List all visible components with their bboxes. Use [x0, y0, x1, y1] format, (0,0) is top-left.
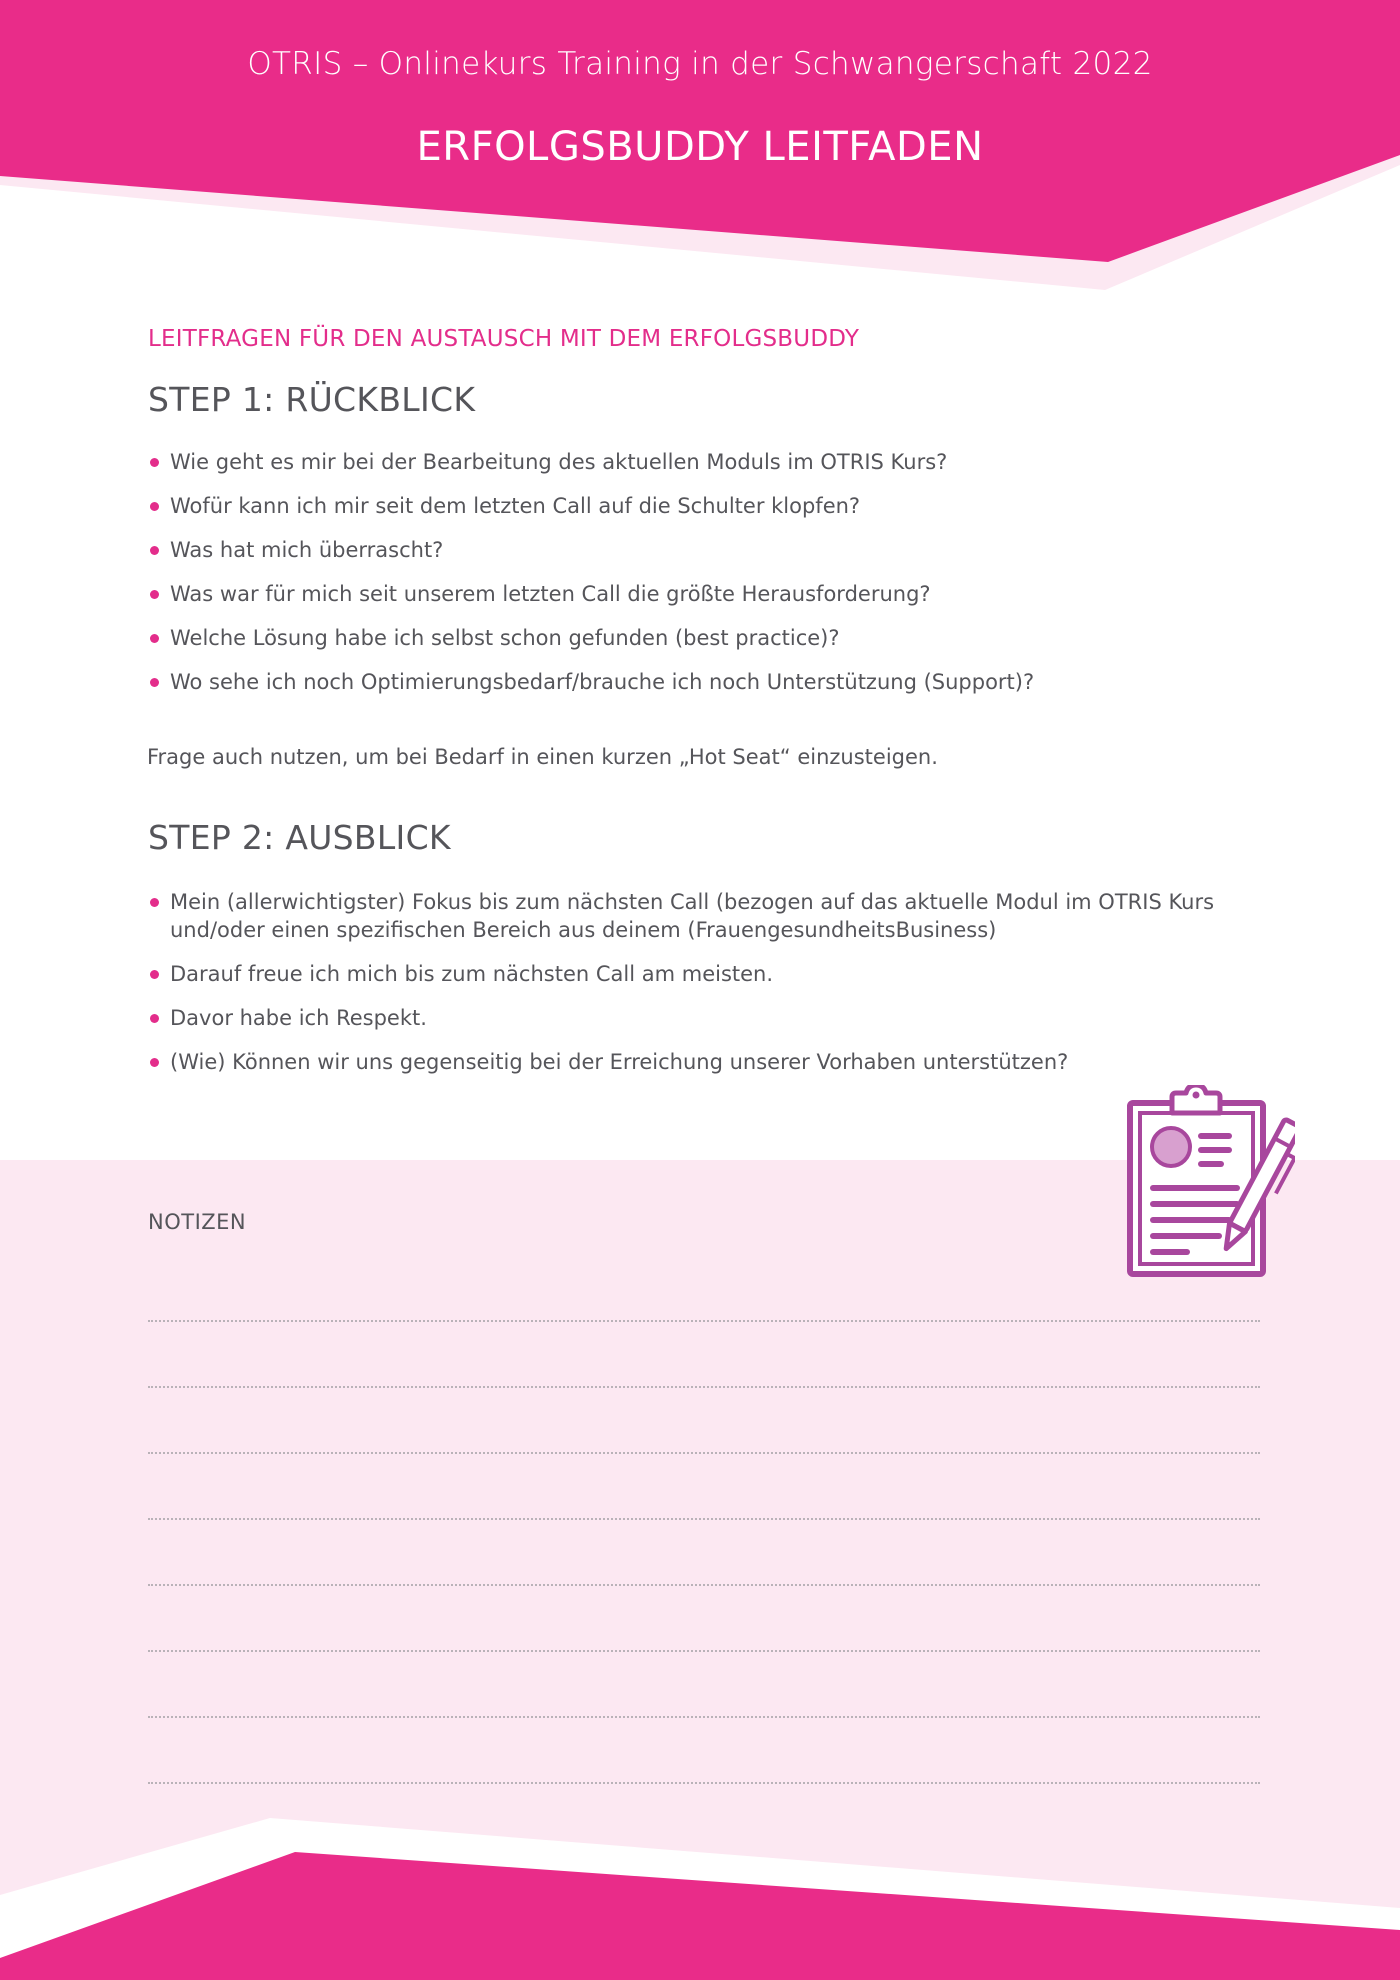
note-line — [148, 1650, 1260, 1652]
step2-question-list — [148, 888, 1278, 1092]
notes-label: NOTIZEN — [148, 1210, 247, 1234]
clipboard-document-pen-icon — [1120, 1085, 1295, 1280]
note-line — [148, 1782, 1260, 1784]
step1-question-list — [148, 448, 1278, 712]
footer-band — [0, 1800, 1400, 1980]
list-item: Wie geht es mir bei der Bearbeitung des aktuellen Moduls im OTRIS Kurs? — [148, 448, 1278, 476]
note-line — [148, 1320, 1260, 1322]
list-item: Was war für mich seit unserem letzten Call die größte Herausforderung? — [148, 580, 1278, 608]
step1-note: Frage auch nutzen, um bei Bedarf in einen kurzen „Hot Seat“ einzusteigen. — [147, 745, 938, 769]
list-item: Wofür kann ich mir seit dem letzten Call auf die Schulter klopfen? — [148, 492, 1278, 520]
document-title: ERFOLGSBUDDY LEITFADEN — [416, 124, 984, 170]
note-line — [148, 1584, 1260, 1586]
list-item: Darauf freue ich mich bis zum nächsten Call am meisten. — [148, 960, 1278, 988]
note-line — [148, 1386, 1260, 1388]
note-line — [148, 1716, 1260, 1718]
list-item: Welche Lösung habe ich selbst schon gefunden (best practice)? — [148, 624, 1278, 652]
list-item: (Wie) Können wir uns gegenseitig bei der Erreichung unserer Vorhaben unterstützen? — [148, 1048, 1278, 1076]
list-item: Wo sehe ich noch Optimierungsbedarf/brauche ich noch Unterstützung (Support)? — [148, 668, 1278, 696]
document-subtitle: OTRIS – Onlinekurs Training in der Schwangerschaft 2022 — [247, 46, 1153, 82]
step2-heading: STEP 2: AUSBLICK — [148, 818, 451, 857]
list-item: Mein (allerwichtigster) Fokus bis zum nächsten Call (bezogen auf das aktuelle Modul im OTRIS Kurs und/oder einen spezifischen Bereich aus deinem (FrauengesundheitsBusiness) — [148, 888, 1278, 944]
note-line — [148, 1518, 1260, 1520]
list-item: Davor habe ich Respekt. — [148, 1004, 1278, 1032]
step1-heading: STEP 1: RÜCKBLICK — [148, 380, 476, 419]
section-label: LEITFRAGEN FÜR DEN AUSTAUSCH MIT DEM ERFOLGSBUDDY — [148, 326, 860, 352]
note-line — [148, 1452, 1260, 1454]
list-item: Was hat mich überrascht? — [148, 536, 1278, 564]
